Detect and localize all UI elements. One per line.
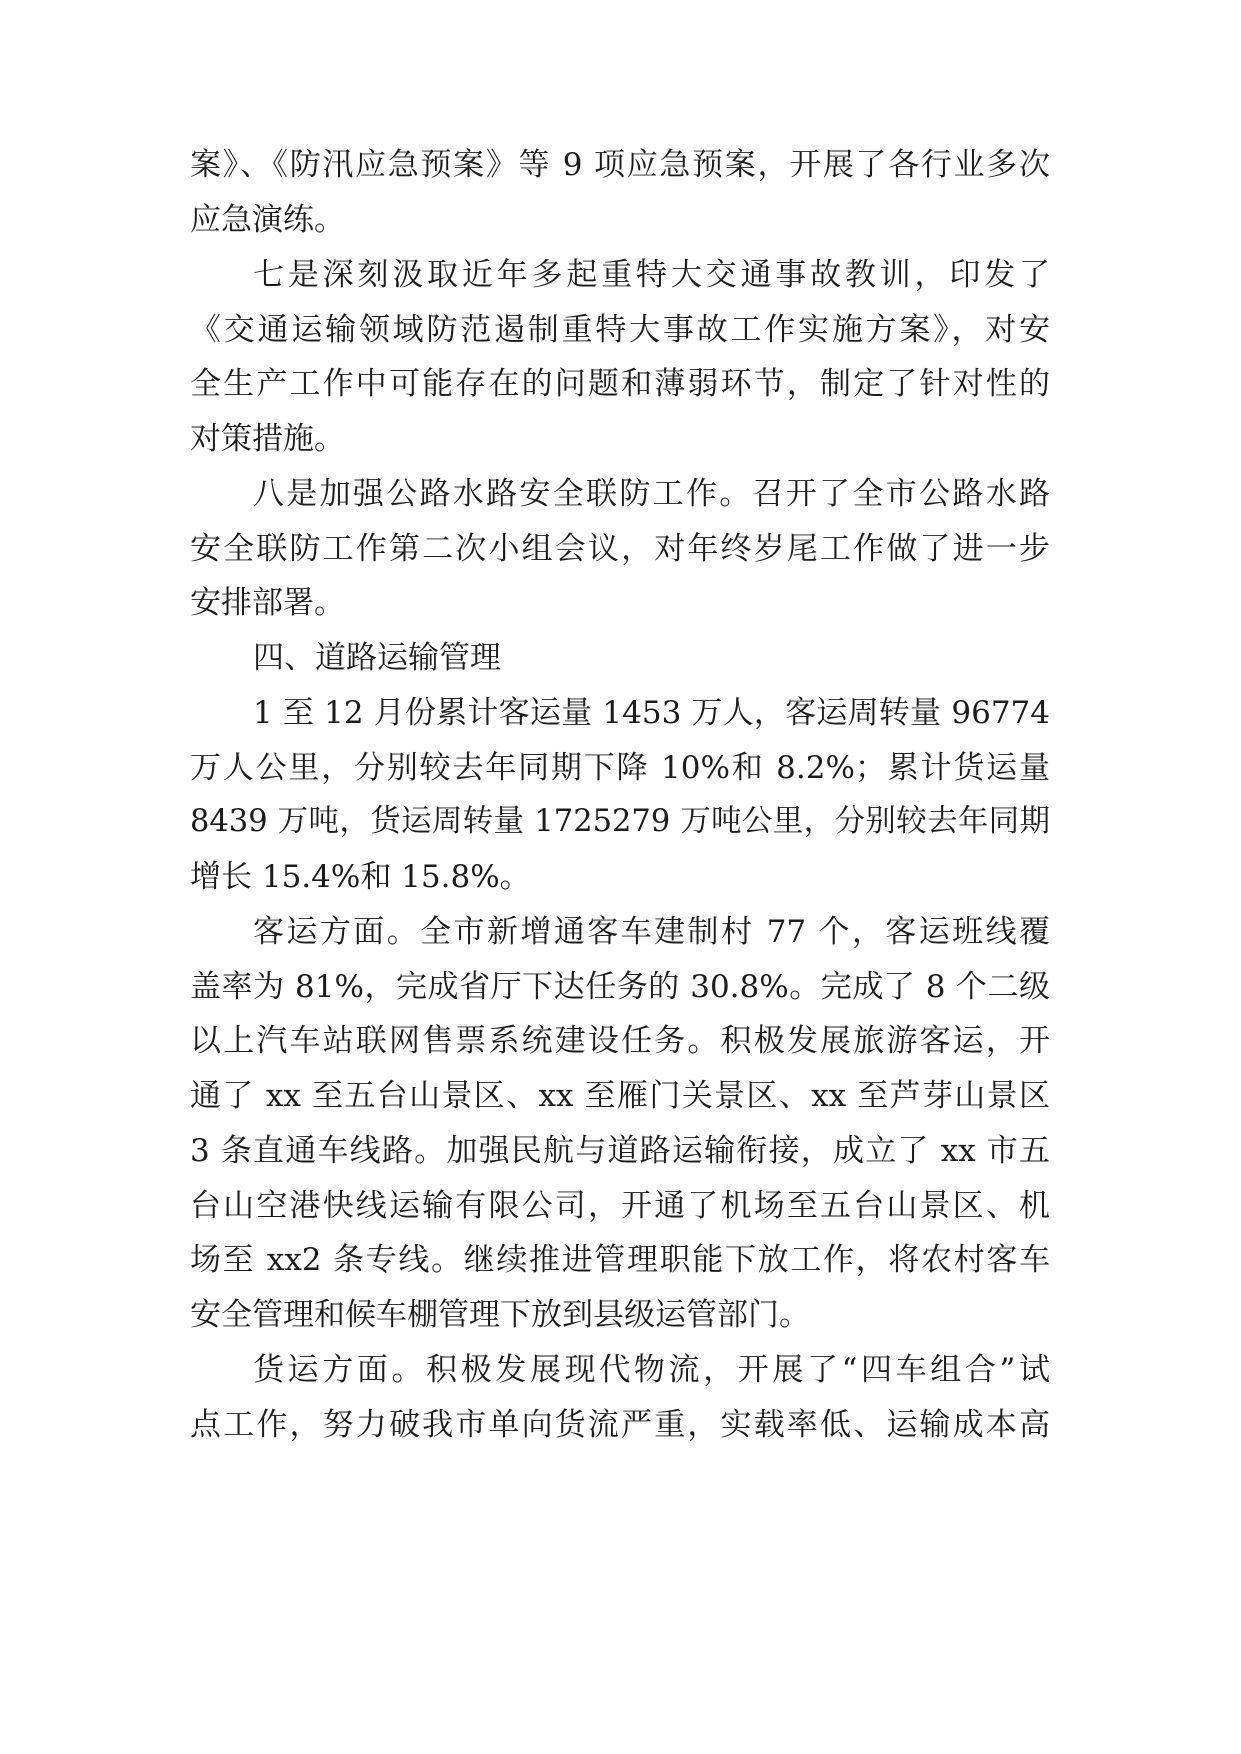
text-line: 应急演练。 — [190, 202, 345, 238]
text-line: 安排部署。 — [190, 585, 345, 621]
text-line: 安全联防工作第二次小组会议，对年终岁尾工作做了进一步 — [190, 531, 1050, 567]
paragraph-first-line: 客运方面。全市新增通客车建制村 77 个，客运班线覆 — [253, 914, 1050, 950]
text-line: 对策措施。 — [190, 421, 345, 457]
paragraph-first-line: 七是深刻汲取近年多起重特大交通事故教训，印发了 — [253, 257, 1050, 293]
paragraph-first-line: 八是加强公路水路安全联防工作。召开了全市公路水路 — [253, 476, 1050, 512]
text-line: 台山空港快线运输有限公司，开通了机场至五台山景区、机 — [190, 1188, 1050, 1224]
text-line: 安全管理和候车棚管理下放到县级运管部门。 — [190, 1297, 810, 1333]
text-line: 《交通运输领域防范遏制重特大事故工作实施方案》，对安 — [190, 312, 1050, 348]
text-line: 通了 xx 至五台山景区、xx 至雁门关景区、xx 至芦芽山景区 — [190, 1078, 1050, 1114]
text-line: 盖率为 81%，完成省厅下达任务的 30.8%。完成了 8 个二级 — [190, 969, 1050, 1005]
text-line: 场至 xx2 条专线。继续推进管理职能下放工作，将农村客车 — [190, 1242, 1050, 1278]
text-line: 点工作，努力破我市单向货流严重，实载率低、运输成本高 — [190, 1407, 1050, 1443]
text-line: 8439 万吨，货运周转量 1725279 万吨公里，分别较去年同期 — [190, 804, 1050, 839]
text-line: 全生产工作中可能存在的问题和薄弱环节，制定了针对性的 — [190, 366, 1050, 402]
section-heading: 四、道路运输管理 — [253, 640, 501, 676]
text-line: 3 条直通车线路。加强民航与道路运输衔接，成立了 xx 市五 — [190, 1133, 1050, 1169]
text-line: 万人公里，分别较去年同期下降 10%和 8.2%；累计货运量 — [190, 750, 1050, 786]
text-line: 案》、《防汛应急预案》等 9 项应急预案，开展了各行业多次 — [190, 147, 1050, 183]
paragraph-first-line: 货运方面。积极发展现代物流，开展了“四车组合”试 — [253, 1352, 1050, 1388]
text-line: 以上汽车站联网售票系统建设任务。积极发展旅游客运，开 — [190, 1023, 1050, 1059]
text-line: 增长 15.4%和 15.8%。 — [190, 859, 531, 895]
paragraph-first-line: 1 至 12 月份累计客运量 1453 万人，客运周转量 96774 — [253, 695, 1050, 731]
